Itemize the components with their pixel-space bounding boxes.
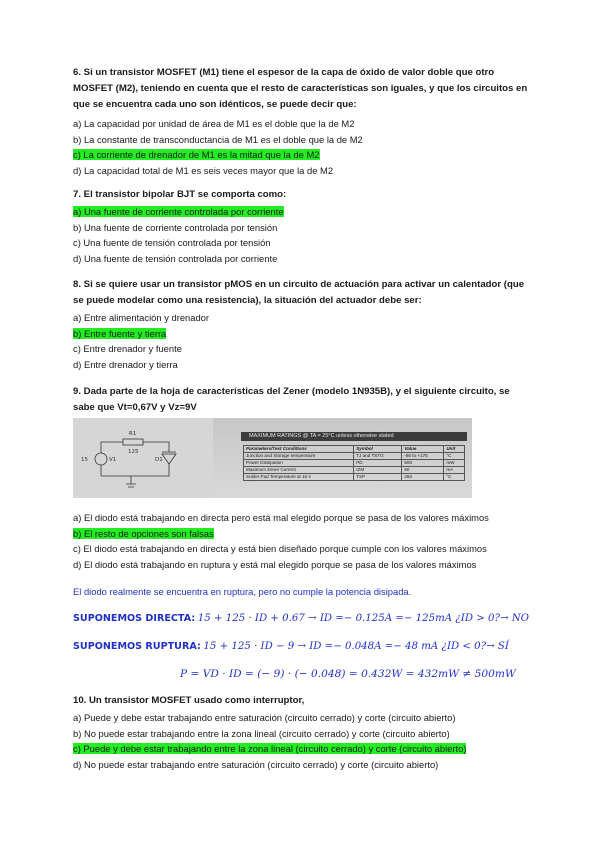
equation-text: 15 + 125 · ID − 9 → ID =− 0.048A =− 48 mA ¿ID < 0?→ SÍ	[203, 641, 509, 652]
question-line: 9. Dada parte de la hoja de características del Zener (modelo 1N935B), y el siguiente circuito, se	[73, 386, 510, 397]
table-cell: IZM	[354, 467, 402, 474]
table-row	[244, 460, 465, 467]
question-6-text	[73, 65, 533, 113]
q6-option-c	[73, 147, 533, 163]
datasheet-title: MAXIMUM RATINGS @ TA = 25°C unless otherwise stated	[241, 432, 467, 441]
q10-option-a: a) Puede y debe estar trabajando entre saturación (circuito cerrado) y corte (circuito abierto)	[73, 712, 456, 723]
question-7	[73, 187, 533, 266]
highlighted-answer: c) La corriente de drenador de M1 es la mitad que la de M2	[73, 149, 320, 161]
zener-figure	[73, 418, 472, 498]
table-row	[244, 453, 465, 460]
question-7-text	[73, 187, 533, 203]
question-line: 7. El transistor bipolar BJT se comporta como:	[73, 189, 287, 200]
resistor-symbol	[123, 439, 143, 445]
table-header: Value	[402, 446, 444, 453]
q6-option-a: a) La capacidad por unidad de área de M1 es el doble que la de M2	[73, 118, 355, 129]
q9-option-d: d) El diodo está trabajando en ruptura y está mal elegido porque se pasa de los valores máximos	[73, 558, 477, 570]
q8-option-a: a) Entre alimentación y drenador	[73, 312, 210, 323]
table-cell: °C	[444, 453, 465, 460]
question-9-text	[73, 384, 533, 416]
q9-option-b	[73, 526, 533, 542]
q7-option-c: c) Una fuente de tensión controlada por tensión	[73, 237, 271, 249]
voltage-source-symbol	[95, 453, 107, 465]
table-cell: mW	[444, 460, 465, 467]
table-row	[244, 474, 465, 481]
q7-option-a	[73, 204, 533, 220]
question-9-options	[73, 510, 533, 572]
question-line: 10. Un transistor MOSFET usado como interruptor,	[73, 695, 305, 706]
table-header: Symbol	[354, 446, 402, 453]
question-8	[73, 277, 533, 372]
highlighted-answer: b) Entre fuente y tierra	[73, 327, 167, 339]
equation-text: P = VD · ID = (− 9) · (− 0.048) = 0.432W = 432mW ≠ 500mW	[180, 668, 516, 680]
datasheet-table	[243, 445, 465, 481]
table-cell: mA	[444, 467, 465, 474]
question-10	[73, 693, 533, 772]
table-cell: PD	[354, 460, 402, 467]
q8-option-d: d) Entre drenador y tierra	[73, 358, 178, 370]
table-cell: 500	[402, 460, 444, 467]
table-cell: Power Dissipation	[244, 460, 354, 467]
resistor-label: R1	[129, 431, 137, 437]
question-6	[73, 65, 533, 178]
resistor-value: 125	[128, 449, 139, 455]
datasheet-photo	[213, 418, 472, 498]
equation-power	[180, 668, 516, 680]
table-header: Parameters/Test Conditions	[244, 446, 354, 453]
diode-label: D1	[155, 457, 163, 463]
question-line: se puede modelar como una resistencia), la situación del actuador debe ser:	[73, 295, 422, 306]
table-cell: TJ and TSTG	[354, 453, 402, 460]
table-cell: 50	[402, 467, 444, 474]
question-8-text	[73, 277, 533, 309]
table-cell: 260	[402, 474, 444, 481]
solution-note: El diodo realmente se encuentra en ruptura, pero no cumple la potencia disipada.	[73, 586, 412, 597]
highlighted-answer: b) El resto de opciones son falsas	[73, 527, 214, 539]
q6-option-d: d) La capacidad total de M1 es seis veces mayor que la de M2	[73, 164, 334, 176]
equation-text: 15 + 125 · ID + 0.67 → ID =− 0.125A =− 125mA ¿ID > 0?→ NO	[197, 613, 529, 624]
q7-option-b: b) Una fuente de corriente controlada por tensión	[73, 221, 278, 233]
circuit-schematic	[73, 418, 213, 498]
question-line: 8. Si se quiere usar un transistor pMOS en un circuito de actuación para activar un calentador (que	[73, 279, 525, 290]
table-cell: Maximum Zener Current	[244, 467, 354, 474]
q6-option-b: b) La constante de transconductancia de M1 es el doble que la de M2	[73, 133, 363, 145]
question-line: que se encuentra cada uno son idénticos, se puede decir que:	[73, 99, 357, 110]
table-row	[244, 467, 465, 474]
q8-option-c: c) Entre drenador y fuente	[73, 343, 182, 355]
question-9	[73, 384, 533, 416]
table-cell: Junction and Storage temperature	[244, 453, 354, 460]
q8-option-b	[73, 326, 533, 342]
q9-option-c: c) El diodo está trabajando en directa y está bien diseñado porque cumple con los valores máximos	[73, 543, 487, 555]
equation-directa	[73, 612, 529, 624]
q10-option-d: d) No puede estar trabajando entre saturación (circuito cerrado) y corte (circuito abierto)	[73, 758, 439, 770]
q10-option-b: b) No puede estar trabajando entre la zona lineal (circuito cerrado) y corte (circuito abierto)	[73, 727, 450, 739]
table-cell: -65 to +175	[402, 453, 444, 460]
equation-label: SUPONEMOS DIRECTA:	[73, 613, 196, 624]
table-header-row	[244, 446, 465, 453]
q10-option-c	[73, 741, 533, 757]
q9-option-a: a) El diodo está trabajando en directa pero está mal elegido porque se pasa de los valores máximos	[73, 512, 489, 523]
question-line: 6. Si un transistor MOSFET (M1) tiene el espesor de la capa de óxido de valor doble que otro	[73, 67, 495, 78]
question-line: sabe que Vt=0,67V y Vz=9V	[73, 402, 197, 413]
table-cell: Solder Pad Temperature at 10 s	[244, 474, 354, 481]
q7-option-d: d) Una fuente de tensión controlada por corriente	[73, 252, 278, 264]
circuit-diagram	[73, 418, 213, 498]
equation-ruptura	[73, 640, 509, 652]
table-header: Unit	[444, 446, 465, 453]
question-line: MOSFET (M2), teniendo en cuenta que el resto de características son iguales, y que los circuitos en	[73, 83, 528, 94]
question-10-text	[73, 693, 533, 709]
source-value: 15	[81, 457, 88, 463]
source-label: V1	[109, 457, 117, 463]
equation-label: SUPONEMOS RUPTURA:	[73, 641, 201, 652]
table-cell: °C	[444, 474, 465, 481]
table-cell: TSP	[354, 474, 402, 481]
highlighted-answer: a) Una fuente de corriente controlada por corriente	[73, 206, 284, 217]
highlighted-answer: c) Puede y debe estar trabajando entre la zona lineal (circuito cerrado) y corte (circuito abierto)	[73, 743, 467, 755]
